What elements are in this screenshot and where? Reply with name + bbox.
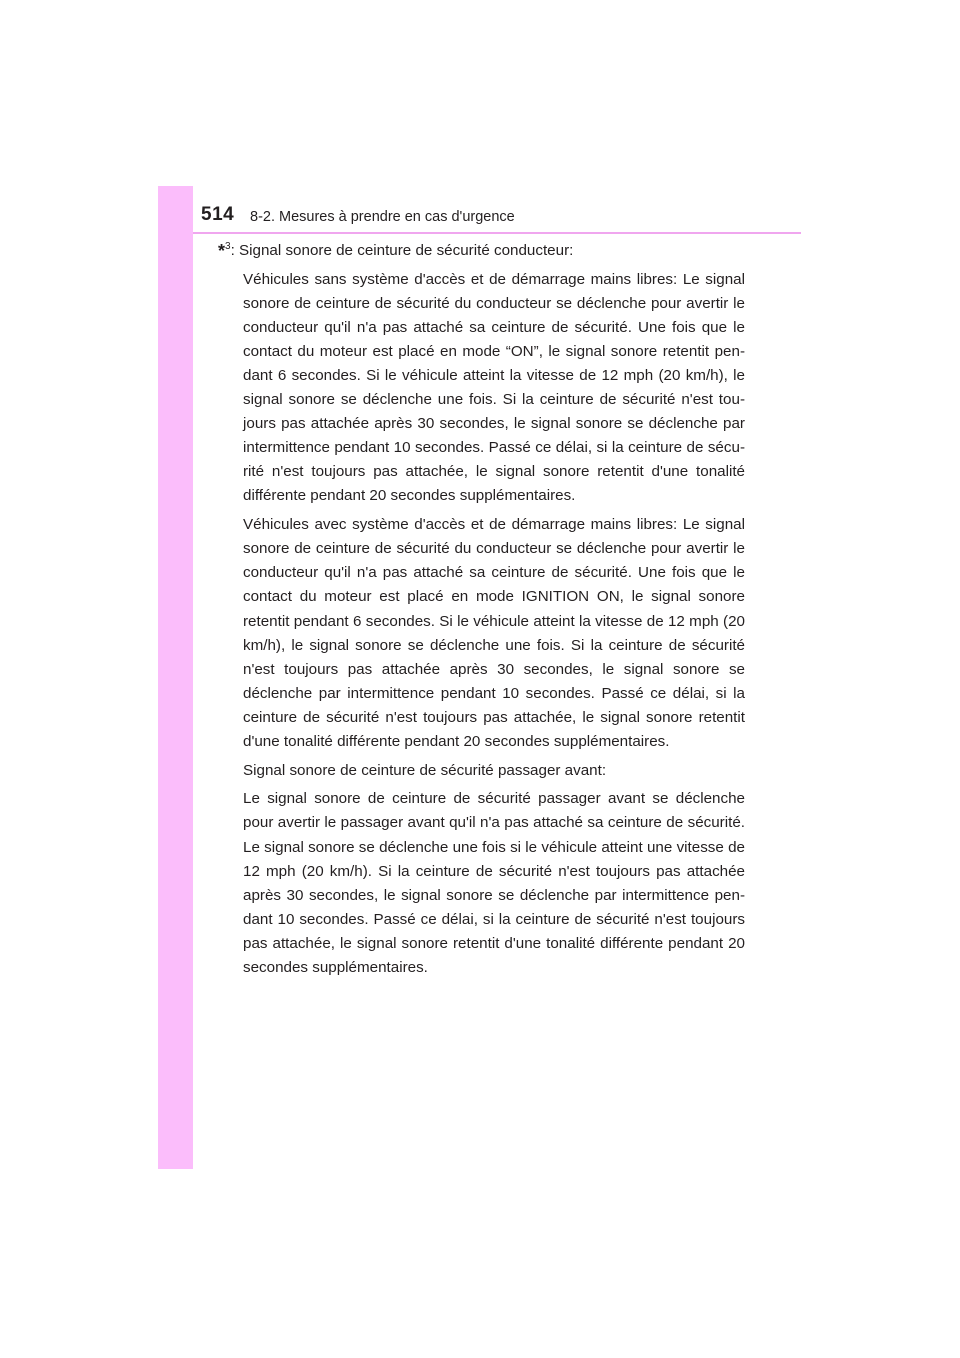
footnote-heading bbox=[218, 239, 745, 263]
passenger-subheading: Signal sonore de ceinture de sécurité passager avant: bbox=[243, 761, 607, 779]
chapter-side-band bbox=[158, 186, 193, 1169]
footnote-number: 3 bbox=[225, 241, 231, 252]
page-content bbox=[218, 239, 745, 980]
header-divider bbox=[193, 232, 801, 234]
footnote-title: : Signal sonore de ceinture de sécurité conducteur: bbox=[230, 242, 574, 259]
paragraph-without-smart-key: Véhicules sans système d'accès et de démarrage mains libres: Le signal sonore de ceinture de sécurité du conducteur se déclenche pour avertir le conducteur qu'il n'a pas attaché sa ceinture de sécurité. Une fois que le contact du moteur est placé en mode “ON”, le signal sonore retentit pendant 6 secondes. Si le véhicule atteint la vitesse de 12 mph (20 km/h), le signal sonore se déclenche une fois. Si la ceinture de sécurité n'est toujours pas attachée après 30 secondes, le signal sonore se déclenche par intermittence pendant 10 secondes. Passé ce délai, si la ceinture de sécurité n'est toujours pas attachée, le signal sonore retentit d'une tonalité différente pendant 20 secondes supplémentaires. bbox=[243, 270, 745, 505]
paragraph-with-smart-key: Véhicules avec système d'accès et de démarrage mains libres: Le signal sonore de ceinture de sécurité du conducteur se déclenche pour avertir le conducteur qu'il n'a pas attaché sa ceinture de sécurité. Une fois que le contact du moteur est placé en mode IGNITION ON, le signal sonore retentit pendant 6 secondes. Si le véhicule atteint la vitesse de 12 mph (20 km/h), le signal sonore se déclenche une fois. Si la ceinture de sécurité n'est toujours pas attachée après 30 secondes, le signal sonore se déclenche par intermittence pendant 10 secondes. Passé ce délai, si la ceinture de sécurité n'est toujours pas attachée, le signal sonore retentit d'une tonalité différente pendant 20 secondes supplémentaires. bbox=[243, 516, 745, 750]
page-number: 514 bbox=[201, 204, 235, 225]
page-header bbox=[0, 0, 960, 240]
footnote-marker: * bbox=[218, 241, 226, 261]
paragraph-front-passenger: Le signal sonore de ceinture de sécurité passager avant se déclenche pour avertir le passager avant qu'il n'a pas attaché sa ceinture de sécurité. Le signal sonore se déclenche une fois si le véhicule atteint une vitesse de 12 mph (20 km/h). Si la ceinture de sécurité n'est toujours pas attachée après 30 secondes, le signal sonore se déclenche par intermittence pendant 10 secondes. Passé ce délai, si la ceinture de sécurité n'est toujours pas attachée, le signal sonore retentit d'une tonalité différente pendant 20 secondes supplémentaires. bbox=[243, 790, 745, 976]
section-title: 8-2. Mesures à prendre en cas d'urgence bbox=[250, 209, 515, 225]
